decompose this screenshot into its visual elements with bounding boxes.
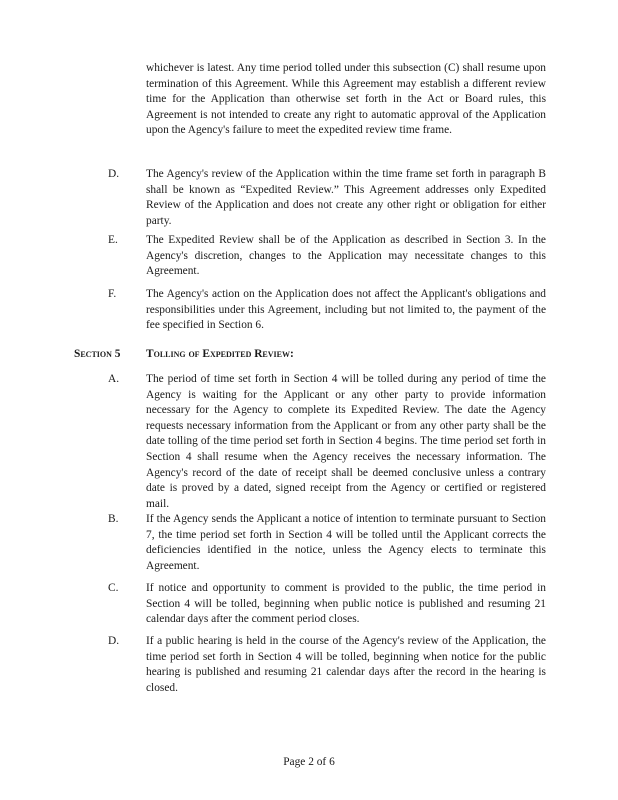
item-label: B. <box>108 513 119 525</box>
intro-paragraph: whichever is latest. Any time period tolled under this subsection (C) shall resume upon termination of this Agreement. While this Agreement may establish a different review time for the Application than otherwise set forth in the Act or Board rules, this Agreement is not intended to create any right to automatic approval of the Application upon the Agency's failure to meet the expedited review time frame. <box>146 62 546 137</box>
section-title: Tolling of Expedited Review: <box>146 348 294 360</box>
item-text: If the Agency sends the Applicant a notice of intention to terminate pursuant to Section 7, the time period set forth in Section 4 will be tolled until the Applicant corrects the deficiencies identified in the notice, unless the Agency elects to terminate this Agreement. <box>146 513 546 572</box>
item-label: F. <box>108 288 117 300</box>
item-label: E. <box>108 234 118 246</box>
item-text: The Agency's action on the Application does not affect the Applicant's obligations and responsibilities under this Agreement, including but not limited to, the payment of the fee specified in Section 6. <box>146 288 546 332</box>
item-text: If notice and opportunity to comment is provided to the public, the time period in Section 4 will be tolled, beginning when public notice is published and resuming 21 calendar days after the comment period closes. <box>146 582 546 626</box>
page-number: Page 2 of 6 <box>283 756 335 768</box>
section-number: Section 5 <box>74 348 121 360</box>
item-text: The Expedited Review shall be of the Application as described in Section 3. In the Agency's discretion, changes to the Application may necessitate changes to this Agreement. <box>146 234 546 278</box>
item-text: The period of time set forth in Section 4 will be tolled during any period of time the Agency is waiting for the Applicant or any other party to provide information necessary for the Agency to complete its Expedited Review. The date the Agency requests necessary information from the Applicant or from any other party shall be the date tolling of the time period set forth in Section 4 begins. The time period set forth in Section 4 shall resume when the Agency receives the necessary information. The Agency's record of the date of receipt shall be deemed conclusive unless a contrary date is proved by a dated, signed receipt from the Agency or certified or registered mail. <box>146 373 546 510</box>
item-label: C. <box>108 582 119 594</box>
item-label: D. <box>108 168 120 180</box>
item-text: If a public hearing is held in the course of the Agency's review of the Application, the time period set forth in Section 4 will be tolled, beginning when notice for the public hearing is published and resuming 21 calendar days after the record in the hearing is closed. <box>146 635 546 694</box>
item-text: The Agency's review of the Application within the time frame set forth in paragraph B shall be known as “Expedited Review.” This Agreement addresses only Expedited Review of the Application and does not create any other right or obligation for either party. <box>146 168 546 227</box>
item-label: A. <box>108 373 120 385</box>
item-label: D. <box>108 635 120 647</box>
